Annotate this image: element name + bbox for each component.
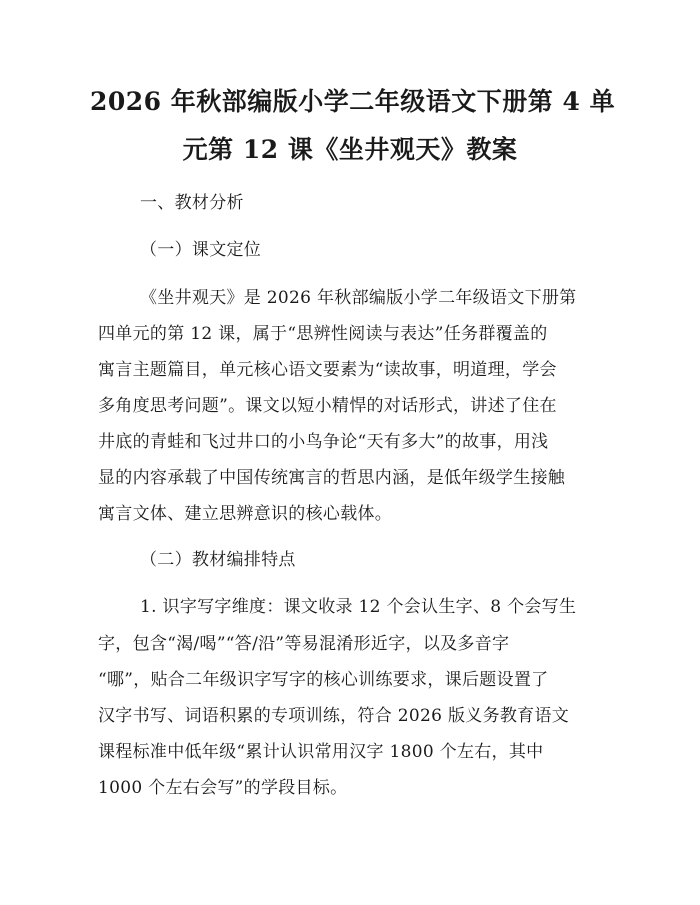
paragraph-line: 1. 识字写字维度：课文收录 12 个会认生字、8 个会写生 xyxy=(140,597,577,617)
paragraph-line: 课程标准中低年级“累计认识常用汉字 1800 个左右，其中 xyxy=(98,742,544,762)
paragraph-line: 井底的青蛙和飞过井口的小鸟争论“天有多大”的故事，用浅 xyxy=(98,432,549,452)
subsection-heading-text-positioning: （一）课文定位 xyxy=(140,240,262,260)
paragraph-line: 汉字书写、词语积累的专项训练，符合 2026 版义务教育语文 xyxy=(98,706,570,726)
document-title-line-1: 2026 年秋部编版小学二年级语文下册第 4 单 xyxy=(90,87,616,116)
paragraph-line: 寓言主题篇目，单元核心语文要素为“读故事，明道理，学会 xyxy=(98,360,557,380)
document-title-line-2: 元第 12 课《坐井观天》教案 xyxy=(182,135,518,164)
paragraph-line: 《坐井观天》是 2026 年秋部编版小学二年级语文下册第 xyxy=(140,288,577,308)
subsection-heading-arrangement-features: （二）教材编排特点 xyxy=(140,550,296,570)
paragraph-line: 多角度思考问题”。课文以短小精悍的对话形式，讲述了住在 xyxy=(98,396,557,416)
paragraph-line: 字，包含“渴/喝”“答/沿”等易混淆形近字，以及多音字 xyxy=(98,634,510,654)
paragraph-line: “哪”，贴合二年级识字写字的核心训练要求，课后题设置了 xyxy=(98,670,549,690)
paragraph-line: 1000 个左右会写”的学段目标。 xyxy=(98,778,348,798)
section-heading-teaching-material-analysis: 一、教材分析 xyxy=(140,193,244,213)
paragraph-line: 显的内容承载了中国传统寓言的哲思内涵，是低年级学生接触 xyxy=(98,468,566,488)
paragraph-line: 四单元的第 12 课，属于“思辨性阅读与表达”任务群覆盖的 xyxy=(98,324,548,344)
paragraph-line: 寓言文体、建立思辨意识的核心载体。 xyxy=(98,504,393,524)
